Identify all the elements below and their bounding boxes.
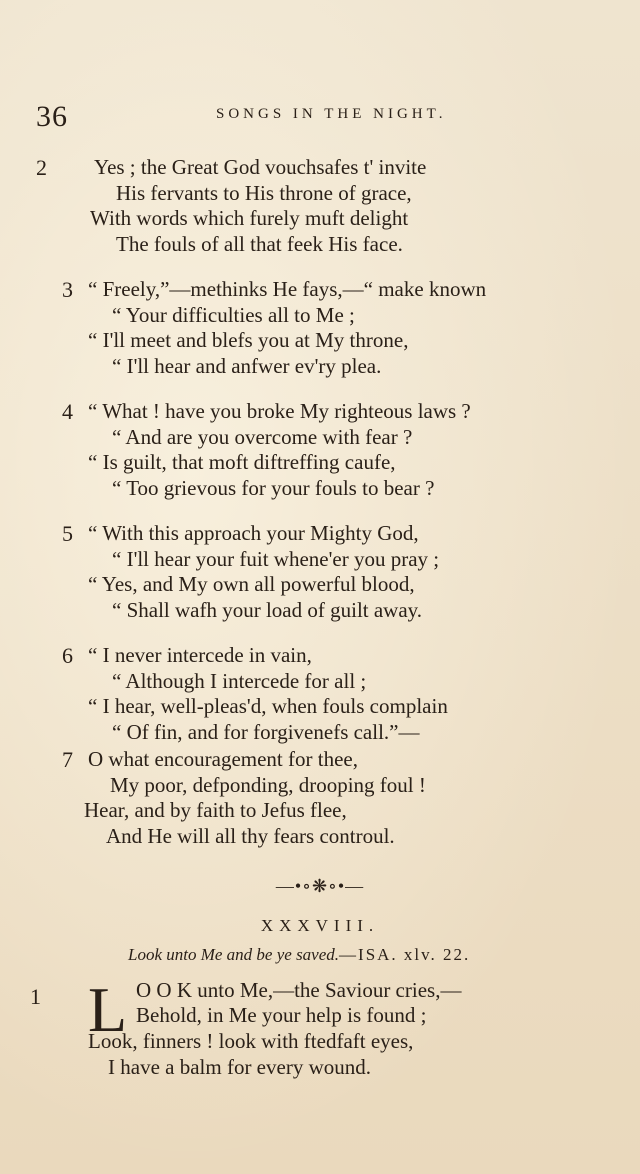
- stanza: [60, 747, 620, 849]
- verse-line: “ And are you overcome with fear ?: [112, 424, 413, 449]
- verse-line: O what encouragement for thee,: [88, 747, 358, 771]
- stanza-number: 2: [36, 155, 47, 180]
- verse-line: “ Shall wafh your load of guilt away.: [112, 597, 423, 622]
- ornament-divider: —•∘❋∘•—: [275, 876, 365, 896]
- verse-line: “ I'll hear and anfwer ev'ry plea.: [112, 353, 382, 378]
- epigraph-text: Look unto Me and be ye saved.: [128, 945, 340, 964]
- verse-line: Look, finners ! look with ftedfaft eyes,: [88, 1029, 414, 1053]
- stanza-number: 6: [62, 643, 73, 668]
- verse-line: “ I'll hear your fuit whene'er you pray ;: [112, 546, 440, 571]
- verse-line: “ I never intercede in vain,: [88, 643, 312, 667]
- stanza: [60, 521, 620, 623]
- hymn-number: XXXVIII.: [260, 916, 380, 935]
- verse-line: “ I'll meet and blefs you at My throne,: [88, 328, 409, 352]
- verse-line: The fouls of all that feek His face.: [116, 231, 403, 256]
- verse-line: Yes ; the Great God vouchsafes t' invite: [94, 155, 427, 179]
- verse-line: “ Is guilt, that moft diftreffing caufe,: [88, 450, 396, 474]
- verse-line: And He will all thy fears controul.: [106, 823, 395, 848]
- stanza-number: 7: [62, 747, 73, 772]
- verse-line: “ With this approach your Mighty God,: [88, 521, 419, 545]
- verse-line: I have a balm for every wound.: [108, 1055, 371, 1079]
- verse-line: O O K unto Me,—the Saviour cries,—: [136, 978, 462, 1002]
- verse-line: “ I hear, well-pleas'd, when fouls complain: [88, 694, 448, 718]
- stanza: [60, 277, 620, 379]
- drop-cap: L: [88, 974, 128, 1045]
- epigraph-reference: —ISA. xlv. 22.: [339, 945, 471, 964]
- stanza-number: 3: [62, 277, 73, 302]
- verse-line: “ Your difficulties all to Me ;: [112, 302, 355, 327]
- verse-line: Hear, and by faith to Jefus flee,: [84, 798, 347, 822]
- stanza-number: 5: [62, 521, 73, 546]
- hymn-continuation: [36, 155, 620, 869]
- stanza-number: 4: [62, 399, 73, 424]
- running-head: SONGS IN THE NIGHT.: [216, 106, 447, 122]
- verse-line: Behold, in Me your help is found ;: [136, 1003, 427, 1027]
- stanza: [60, 643, 620, 745]
- stanza: [36, 155, 620, 257]
- verse-line: “ Although I intercede for all ;: [112, 668, 367, 693]
- verse-line: “ Yes, and My own all powerful blood,: [88, 572, 415, 596]
- stanza: [60, 399, 620, 501]
- epigraph: [128, 945, 470, 965]
- verse-line: My poor, defponding, drooping foul !: [110, 772, 426, 797]
- verse-line: “ Freely,”—methinks He fays,—“ make known: [88, 277, 487, 301]
- verse-line: With words which furely muft delight: [90, 206, 409, 230]
- verse-line: “ What ! have you broke My righteous laws ?: [88, 399, 471, 423]
- page-number: 36: [36, 100, 68, 133]
- verse-line: “ Too grievous for your fouls to bear ?: [112, 475, 435, 500]
- stanza-number: 1: [30, 984, 41, 1009]
- verse-line: “ Of fin, and for forgivenefs call.”—: [112, 719, 420, 744]
- verse-line: His fervants to His throne of grace,: [116, 180, 412, 205]
- page-header: [36, 100, 616, 140]
